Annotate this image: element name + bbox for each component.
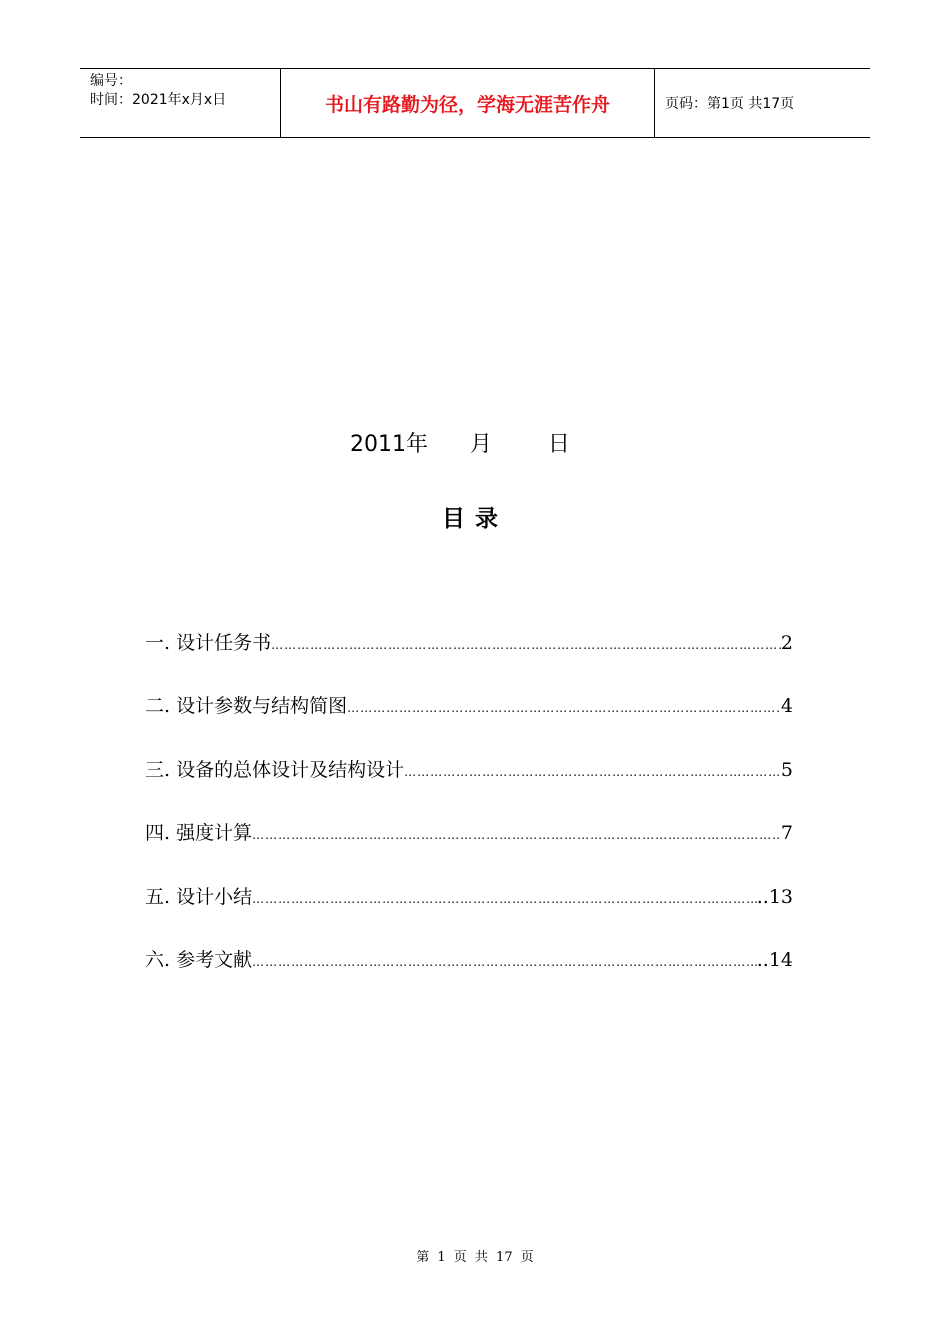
toc-item[interactable] xyxy=(145,691,793,754)
page-header xyxy=(80,68,870,138)
toc-leader-dots xyxy=(404,765,781,779)
toc-item-label: 一. 设计任务书 xyxy=(145,632,272,654)
toc-item[interactable] xyxy=(145,818,793,881)
toc-item[interactable] xyxy=(145,628,793,691)
toc-item-page: ..13 xyxy=(756,885,793,908)
toc-item-label: 三. 设备的总体设计及结构设计 xyxy=(145,758,405,781)
toc-leader-dots xyxy=(252,955,757,969)
toc-item-page: 7 xyxy=(780,822,793,845)
toc-item-label: 五. 设计小结 xyxy=(145,885,253,908)
toc-item[interactable] xyxy=(145,945,793,1008)
toc-item-page: ..14 xyxy=(756,948,793,971)
toc-item-label: 六. 参考文献 xyxy=(145,948,253,971)
header-motto-cell xyxy=(281,69,655,137)
toc-item-page: 4 xyxy=(780,695,793,718)
motto-text: 书山有路勤为径，学海无涯苦作舟 xyxy=(324,93,610,116)
toc-item[interactable] xyxy=(145,882,793,945)
header-page-info: 页码：第1页 共17页 xyxy=(665,96,795,112)
number-label: 编号： xyxy=(90,73,132,89)
toc-leader-dots xyxy=(252,828,781,842)
time-label: 时间：2021年x月x日 xyxy=(90,92,227,108)
toc-item[interactable] xyxy=(145,755,793,818)
toc-item-label: 二. 设计参数与结构简图 xyxy=(145,695,348,718)
toc-leader-dots xyxy=(271,638,781,652)
toc-leader-dots xyxy=(252,892,757,906)
date-line: 2011年 月 日 xyxy=(350,432,570,457)
header-meta xyxy=(80,69,281,137)
toc-leader-dots xyxy=(347,701,781,715)
toc-title: 目录 xyxy=(442,506,508,532)
toc-item-label: 四. 强度计算 xyxy=(145,822,253,845)
toc-item-page: 5 xyxy=(780,758,793,781)
page-footer: 第 1 页 共 17 页 xyxy=(416,1250,534,1265)
table-of-contents xyxy=(145,628,793,1008)
toc-item-page: 2 xyxy=(780,632,793,654)
